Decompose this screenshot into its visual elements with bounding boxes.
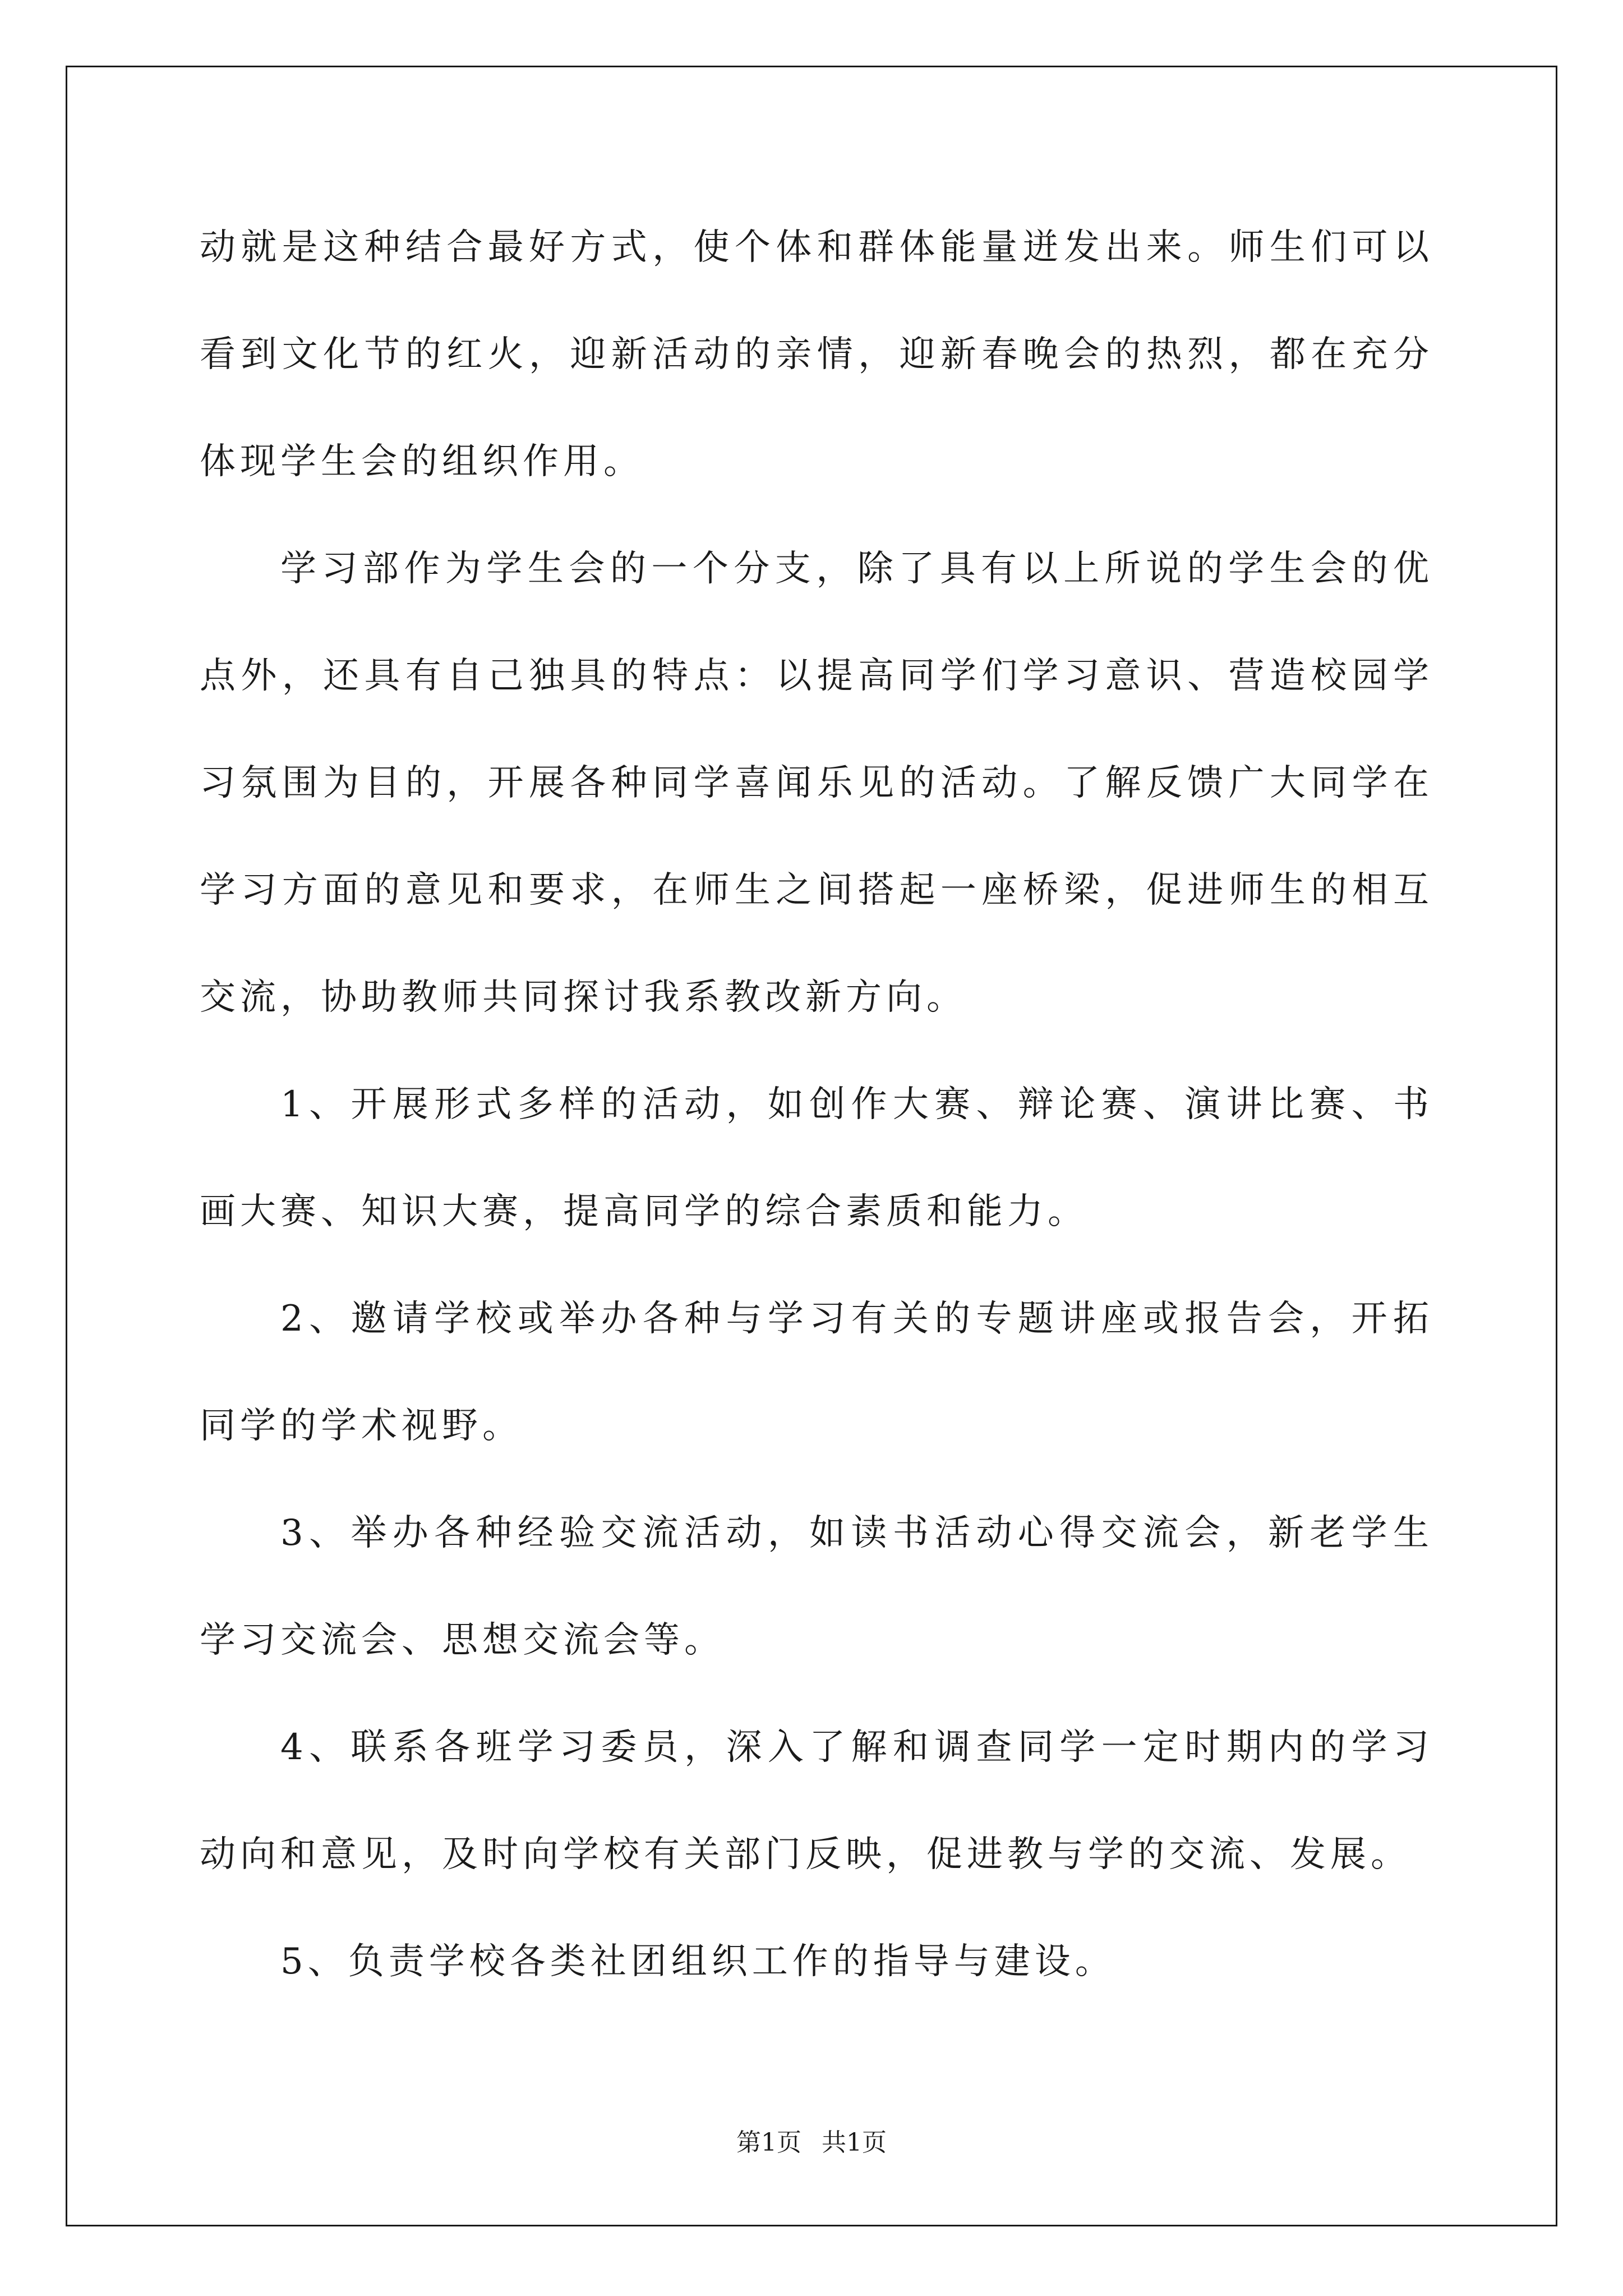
page-total: 共1页 [822,2128,887,2157]
list-item: 2、邀请学校或举办各种与学习有关的专题讲座或报告会，开拓同学的学术视野。 [200,1298,1433,1447]
paragraph: 学习部作为学生会的一个分支，除了具有以上所说的学生会的优点外，还具有自己独具的特点：以提高同学们学习意识、营造校园学习氛围为目的，开展各种同学喜闻乐见的活动。了解反馈广大同学在学习方面的意见和要求，在师生之间搭起一座桥梁，促进师生的相互交流，协助教师共同探讨我系教改新方向。 [200,548,1433,1018]
list-item: 3、举办各种经验交流活动，如读书活动心得交流会，新老学生学习交流会、思想交流会等。 [200,1512,1433,1661]
page-number: 第1页 [736,2128,801,2157]
list-item: 4、联系各班学习委员，深入了解和调查同学一定时期内的学习动向和意见，及时向学校有关部门反映，促进教与学的交流、发展。 [200,1727,1433,1875]
paragraph: 动就是这种结合最好方式，使个体和群体能量迸发出来。师生们可以看到文化节的红火，迎新活动的亲情，迎新春晚会的热烈，都在充分体现学生会的组织作用。 [200,227,1433,482]
list-item: 1、开展形式多样的活动，如创作大赛、辩论赛、演讲比赛、书画大赛、知识大赛，提高同学的综合素质和能力。 [200,1084,1433,1232]
page-footer [0,2126,1623,2160]
document-body [200,194,1433,2016]
list-item: 5、负责学校各类社团组织工作的指导与建设。 [280,1941,1115,1982]
